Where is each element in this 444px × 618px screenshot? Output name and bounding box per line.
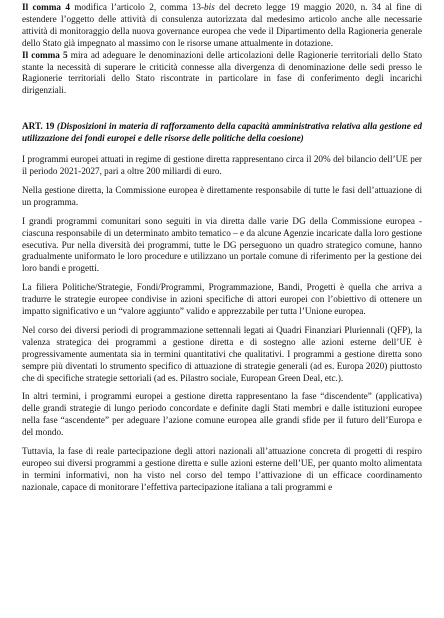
paragraph-comma-4 [22,2,422,50]
comma-5-lead: Il comma 5 [22,49,68,60]
paragraph-5: Nel corso dei diversi periodi di programmazione settennali legati ai Quadri Finanziari Pluriennali (QFP), la valenza strategica dei programmi a gestione diretta e di sostegno alle azioni esterne dell’UE è progressivamente aumentata sia in termini quantitativi che qualitativi. I programmi a gestione diretta sono sempre più diventati lo strumento specifico di attuazione di strategie generali (ad es. Europa 2020) piuttosto che di specifiche strategie settoriali (ad es. Pilastro sociale, European Green Deal, etc.). [22,324,422,383]
comma-5-text: mira ad adeguare le denominazioni delle articolazioni delle Ragionerie territoriali dello Stato stante la necessità di superare le criticità connesse alla divergenza di denominazione delle sedi presso le Ragionerie territoriali dello Stato riscontrate in particolare in fase di conferimento degli incarichi dirigenziali. [22,49,422,96]
comma-4-text-a: modifica l’articolo 2, comma 13- [69,2,205,12]
paragraph-4: La filiera Politiche/Strategie, Fondi/Programmi, Programmazione, Bandi, Progetti è quella che arriva a tradurre le strategie europee condivise in azioni specifiche di attori europei con l’obiettivo di ottenere un impatto significativo e un “valore aggiunto” valido e apprezzabile per tutta l’Unione europea. [22,282,422,317]
article-heading [22,121,422,145]
paragraph-3: I grandi programmi comunitari sono seguiti in via diretta dalle varie DG della Commissione europea - ciascuna responsabile di un determinato ambito tematico – e da alcune Agenzie incaricate dalla loro gestione esecutiva. Pur nella diversità dei programmi, tutte le DG perseguono un quadro strategico comune, hanno gradualmente uniformato le loro procedure e utilizzano un portale comune di riferimento per la gestione dei loro bandi e progetti. [22,215,422,274]
paragraph-7: Tuttavia, la fase di reale partecipazione degli attori nazionali all’attuazione concreta di progetti di respiro europeo sui diversi programmi a gestione diretta e sulle azioni esterne dell’UE, per quanto molto alimentata in termini informativi, non ha visto nel corso del tempo l’attivazione di un efficace coordinamento nazionale, capace di monitorare l’effettiva partecipazione italiana a tali programmi e [22,446,422,492]
paragraph-6: In altri termini, i programmi europei a gestione diretta rappresentano la fase “discendente” (applicativa) delle grandi strategie di lungo periodo concordate e definite dagli Stati membri e dalle istituzioni europee nella fase “ascendente” per adeguare l’azione comune europea alle grandi sfide per il futuro dell’Europa e del mondo. [22,391,422,438]
article-title: (Disposizioni in materia di rafforzamento della capacità amministrativa relativa alla gestione ed utilizzazione dei fondi europei e delle risorse delle politiche della coesione) [22,121,422,144]
paragraph-1: I programmi europei attuati in regime di gestione diretta rappresentano circa il 20% del bilancio dell’UE per il periodo 2021-2027, pari a oltre 200 miliardi di euro. [22,154,422,176]
paragraph-2: Nella gestione diretta, la Commissione europea è direttamente responsabile di tutte le fasi dell’attuazione di un programma. [22,184,422,207]
comma-4-bis: bis [204,2,215,12]
paragraph-comma-5 [22,50,422,98]
comma-4-lead: Il comma 4 [22,2,70,12]
comma-4-text-c: del decreto legge 19 maggio 2020, n. 34 al fine di estendere l’oggetto delle attività di consulenza autorizzata dal medesimo articolo anche alle necessarie attività di monitoraggio della nuova governance europea che vede il Dipartimento della Ragioneria generale dello Stato già impegnato al massimo con le risorse umane attualmente in dotazione. [22,2,422,48]
article-label: ART. 19 [22,121,55,132]
